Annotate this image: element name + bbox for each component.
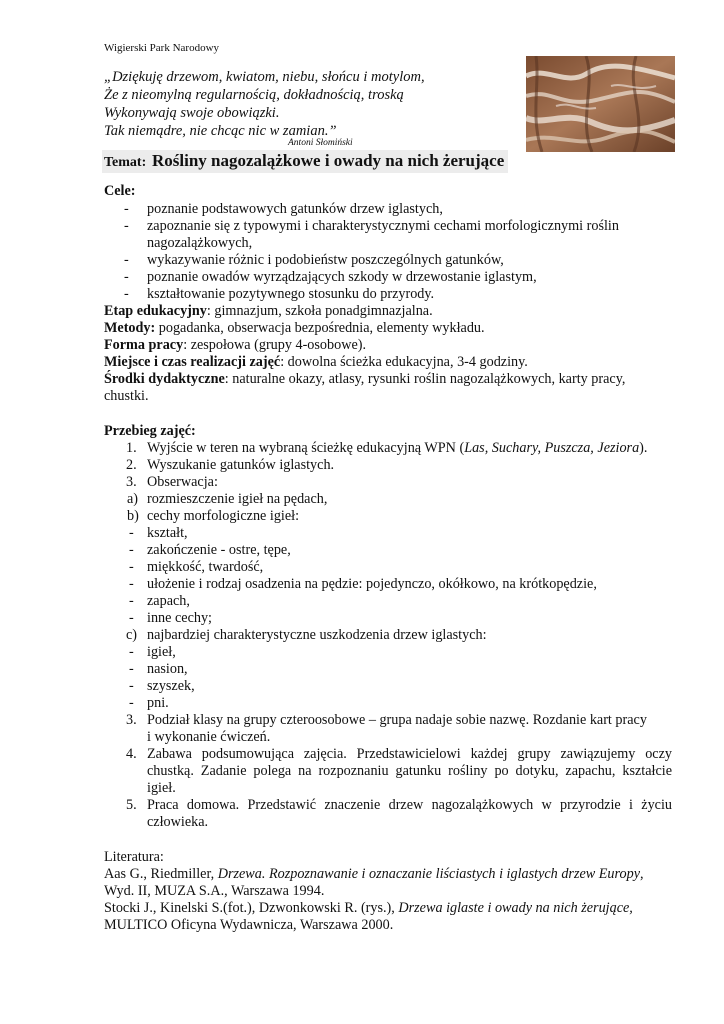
goal-item: poznanie owadów wyrządzających szkody w drzewostanie iglastym, — [147, 269, 537, 285]
course-marker: 3. — [126, 474, 137, 490]
place-line — [104, 354, 528, 371]
course-marker: b) — [127, 508, 139, 524]
course-marker: - — [129, 542, 134, 558]
step1-end: ). — [639, 440, 648, 456]
header-org: Wigierski Park Narodowy — [104, 42, 220, 54]
goal-item: zapoznanie się z typowymi i charakterystycznymi cechami morfologicznymi roślin — [147, 218, 619, 234]
course-marker: 3. — [126, 712, 137, 728]
course-line: miękkość, twardość, — [147, 559, 264, 575]
course-marker: - — [129, 644, 134, 660]
means-label: Środki dydaktyczne — [104, 371, 225, 387]
place-label: Miejsce i czas realizacji zajęć — [104, 354, 281, 370]
course-marker: - — [129, 610, 134, 626]
course-line: ułożenie i rodzaj osadzenia na pędzie: pojedynczo, okółkowo, na krótkopędzie, — [147, 576, 597, 592]
course-marker: - — [129, 678, 134, 694]
course-line: Wyszukanie gatunków iglastych. — [147, 457, 335, 473]
quote-line: Tak niemądre, nie chcąc nic w zamian.” — [104, 123, 337, 139]
means-value-cont: chustki. — [104, 388, 149, 404]
course-line: nasion, — [147, 661, 188, 677]
course-line: szyszek, — [147, 678, 195, 694]
ref2-publisher: MULTICO Oficyna Wydawnicza, Warszawa 2000. — [104, 917, 394, 933]
place-value: : dowolna ścieżka edukacyjna, 3-4 godziny. — [280, 354, 528, 370]
goal-item: kształtowanie pozytywnego stosunku do przyrody. — [147, 286, 435, 302]
means-line — [104, 371, 625, 388]
course-marker: - — [129, 661, 134, 677]
topic-bar — [102, 150, 508, 173]
course-marker: c) — [126, 627, 138, 643]
course-line: Praca domowa. Przedstawić znaczenie drzew nagozalążkowych w przyrodzie i życiu — [147, 797, 672, 813]
course-line: Podział klasy na grupy czteroosobowe – grupa nadaje sobie nazwę. Rozdanie kart pracy — [147, 712, 647, 728]
course-marker: 5. — [126, 797, 137, 813]
goals-heading: Cele: — [104, 183, 136, 199]
methods-line — [104, 320, 485, 337]
quote-line: „Dziękuję drzewom, kwiatom, niebu, słońcu i motylom, — [104, 69, 425, 85]
course-line: igieł. — [147, 780, 176, 796]
means-value: : naturalne okazy, atlasy, rysunki roślin nagozalążkowych, karty pracy, — [224, 371, 626, 387]
goal-item: poznanie podstawowych gatunków drzew iglastych, — [147, 201, 443, 217]
course-line: najbardziej charakterystyczne uszkodzenia drzew iglastych: — [147, 627, 487, 643]
course-marker: 2. — [126, 457, 137, 473]
goal-marker: - — [124, 286, 129, 302]
methods-value: pogadanka, obserwacja bezpośrednia, elementy wykładu. — [155, 320, 485, 336]
goal-item: nagozalążkowych, — [147, 235, 253, 251]
topic-label: Temat: — [104, 155, 147, 170]
course-marker: 1. — [126, 440, 137, 456]
ref1-title: Drzewa. Rozpoznawanie i oznaczanie liściastych i iglastych drzew Europy — [217, 866, 641, 882]
quote-line: Wykonywają swoje obowiązki. — [104, 105, 280, 121]
step1-text: Wyjście w teren na wybraną ścieżkę edukacyjną WPN ( — [147, 440, 465, 456]
course-line: rozmieszczenie igieł na pędach, — [147, 491, 328, 507]
goal-marker: - — [124, 252, 129, 268]
reference-2 — [104, 900, 633, 917]
course-marker: - — [129, 559, 134, 575]
course-line: pni. — [147, 695, 169, 711]
goal-marker: - — [124, 201, 129, 217]
bark-photo-icon — [526, 56, 675, 152]
methods-label: Metody: — [104, 320, 156, 336]
course-line: Obserwacja: — [147, 474, 218, 490]
ref1-comma: , — [640, 866, 644, 882]
course-line: i wykonanie ćwiczeń. — [147, 729, 271, 745]
course-marker: - — [129, 593, 134, 609]
reference-1 — [104, 866, 644, 883]
course-line: chustką. Zadanie polega na rozpoznaniu gatunku rośliny po dotyku, zapachu, kształcie — [147, 763, 672, 779]
form-line — [104, 337, 366, 354]
course-heading: Przebieg zajęć: — [104, 423, 196, 439]
ref2-title: Drzewa iglaste i owady na nich żerujące, — [398, 900, 633, 916]
goal-marker: - — [124, 269, 129, 285]
ref1-publisher: Wyd. II, MUZA S.A., Warszawa 1994. — [104, 883, 325, 899]
step1-places: Las, Suchary, Puszcza, Jeziora — [464, 440, 640, 456]
course-marker: a) — [127, 491, 139, 507]
course-line: igieł, — [147, 644, 176, 660]
quote-author: Antoni Słomiński — [288, 138, 353, 148]
course-line: zakończenie - ostre, tępe, — [147, 542, 291, 558]
course-line: inne cechy; — [147, 610, 212, 626]
ref2-authors: Stocki J., Kinelski S.(fot.), Dzwonkowski R. (rys.), — [104, 900, 399, 916]
ref1-authors: Aas G., Riedmiller, — [104, 866, 218, 882]
course-line: Zabawa podsumowująca zajęcia. Przedstawicielowi każdej grupy zawiązujemy oczy — [147, 746, 672, 762]
quote — [104, 68, 425, 140]
course-marker: - — [129, 576, 134, 592]
stage-value: : gimnazjum, szkoła ponadgimnazjalna. — [206, 303, 433, 319]
form-value: : zespołowa (grupy 4-osobowe). — [183, 337, 367, 353]
stage-label: Etap edukacyjny — [104, 303, 207, 319]
literature-heading: Literatura: — [104, 849, 164, 865]
course-line: zapach, — [147, 593, 190, 609]
course-line: człowieka. — [147, 814, 209, 830]
course-step-1 — [147, 440, 647, 457]
goal-marker: - — [124, 218, 129, 234]
form-label: Forma pracy — [104, 337, 184, 353]
course-marker: - — [129, 525, 134, 541]
goal-item: wykazywanie różnic i podobieństw poszczególnych gatunków, — [147, 252, 504, 268]
course-marker: 4. — [126, 746, 137, 762]
stage-line — [104, 303, 433, 320]
topic-title: Rośliny nagozalążkowe i owady na nich żerujące — [152, 151, 505, 170]
course-line: cechy morfologiczne igieł: — [147, 508, 300, 524]
quote-line: Że z nieomylną regularnością, dokładnością, troską — [104, 87, 404, 103]
course-line: kształt, — [147, 525, 188, 541]
course-marker: - — [129, 695, 134, 711]
